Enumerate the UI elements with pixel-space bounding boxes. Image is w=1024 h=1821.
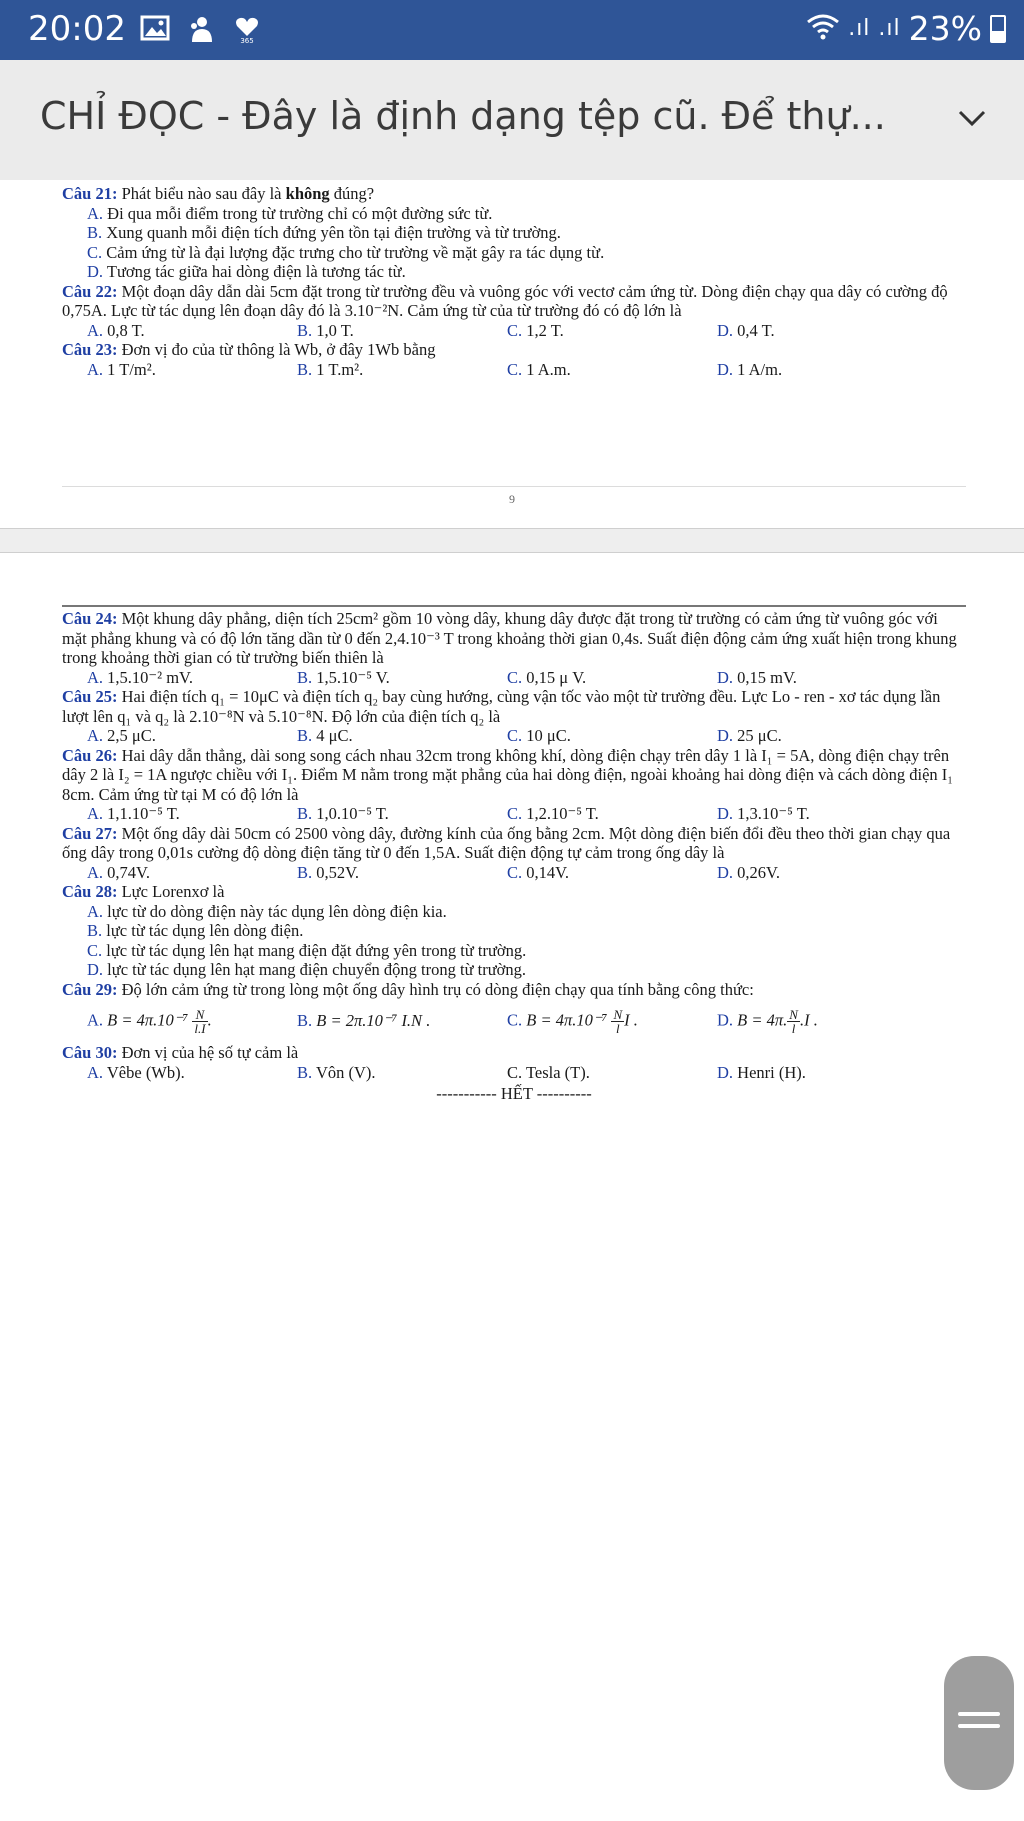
q25-option-b: B. 4 μC. — [297, 726, 353, 745]
question-24: Câu 24: Một khung dây phẳng, diện tích 25cm² gồm 10 vòng dây, khung dây được đặt trong từ trường có cảm ứng từ vuông góc với mặt phẳng khung và có độ lớn tăng dần từ 0 đến 2,4.10⁻³ T trong khoảng thời gian 0,4s. Suất điện động cảm ứng xuất hiện trong khung trong khoảng thời gian có từ trường biến thiên là — [62, 609, 957, 667]
health-365-icon — [232, 14, 264, 44]
q25-option-c: C. 10 μC. — [507, 726, 571, 745]
grip-line-bottom — [958, 1724, 1000, 1728]
q27-option-a: A. 0,74V. — [87, 862, 150, 882]
q24-option-c: C. 0,15 μ V. — [507, 667, 587, 687]
question-22: Câu 22: Một đoạn dây dẫn dài 5cm đặt trong từ trường đều và vuông góc với vectơ cảm ứng từ. Dòng điện chạy qua dây có cường độ 0,75A. Lực từ tác dụng lên đoạn dây đó là 3.10⁻²N. Cảm ứng từ của từ trường đó có độ lớn là — [62, 281, 948, 320]
q22-option-c: C. 1,2 T. — [507, 320, 564, 340]
document-page-10 — [0, 552, 1024, 1821]
gallery-icon — [140, 14, 172, 44]
q22-option-a: A. 0,8 T. — [87, 320, 145, 340]
q30-option-b: B. Vôn (V). — [297, 1062, 376, 1082]
read-only-banner[interactable] — [0, 60, 1024, 180]
q25-options — [87, 726, 966, 746]
svg-text:365: 365 — [240, 37, 254, 44]
q27-option-d: D. 0,26V. — [717, 862, 780, 882]
q25-option-d: D. 25 μC. — [717, 726, 782, 745]
q22-option-d: D. 0,4 T. — [717, 320, 775, 340]
q21-option-c: C. Cảm ứng từ là đại lượng đặc trưng cho từ trường về mặt gây ra tác dụng từ. — [87, 242, 605, 262]
q27-options — [87, 863, 966, 883]
q26-option-a: A. 1,1.10⁻⁵ T. — [87, 804, 180, 823]
q30-option-c: C. Tesla (T). — [507, 1062, 590, 1082]
question-27: Câu 27: Một ống dây dài 50cm có 2500 vòng dây, đường kính của ống bằng 2cm. Một dòng điện biến đổi đều theo thời gian chạy qua ống dây trong 0,01s cường độ dòng điện tăng từ 0 đến 1,5A. Suất điện động tự cảm trong ống dây là — [62, 823, 951, 862]
q28-option-a: A. lực từ do dòng điện này tác dụng lên dòng điện kia. — [87, 901, 447, 921]
q23-options — [87, 360, 966, 380]
q21-option-d: D. Tương tác giữa hai dòng điện là tương tác từ. — [87, 262, 406, 281]
q27-option-c: C. 0,14V. — [507, 862, 570, 882]
fraction: $\frac{N}{l.I}$ — [194, 1006, 206, 1036]
fast-scroll-handle[interactable] — [944, 1656, 1014, 1790]
q29-option-a: A. B = 4π.10⁻⁷ $\frac{N}{l.I}$ . — [87, 1006, 212, 1036]
battery-icon — [990, 15, 1006, 43]
q24-option-a: A. 1,5.10⁻² mV. — [87, 667, 193, 687]
q24-option-d: D. 0,15 mV. — [717, 667, 797, 687]
end-marker: ----------- HẾT ---------- — [436, 1084, 592, 1103]
q27-option-b: B. 0,52V. — [297, 862, 360, 882]
grip-line-top — [958, 1712, 1000, 1716]
fraction: $\frac{N}{l}$ — [613, 1006, 623, 1036]
clock: 20:02 — [28, 9, 126, 49]
signal-sim2-icon: .ıl — [878, 16, 901, 41]
page-number: 9 — [509, 492, 515, 506]
header-divider — [62, 605, 966, 607]
q24-option-b: B. 1,5.10⁻⁵ V. — [297, 667, 390, 687]
q24-options — [87, 668, 966, 688]
question-30: Câu 30: Đơn vị của hệ số tự cảm là — [62, 1043, 299, 1062]
q22-options — [87, 321, 966, 341]
q23-option-a: A. 1 T/m². — [87, 359, 156, 379]
signal-sim1-icon: .ıl — [848, 16, 871, 41]
q23-option-c: C. 1 A.m. — [507, 359, 571, 379]
q29-options — [87, 999, 966, 1043]
q22-option-b: B. 1,0 T. — [297, 320, 354, 340]
q29-option-c: C. B = 4π.10⁻⁷ $\frac{N}{l}$ I . — [507, 1006, 638, 1036]
q26-option-c: C. 1,2.10⁻⁵ T. — [507, 804, 599, 823]
document-page-9 — [0, 180, 1024, 529]
q21-option-b: B. Xung quanh mỗi điện tích đứng yên tồn tại điện trường và từ trường. — [87, 223, 561, 242]
footer-divider — [62, 486, 966, 487]
fraction: $\frac{N}{l}$ — [789, 1006, 798, 1036]
question-29: Câu 29: Độ lớn cảm ứng từ trong lòng một ống dây hình trụ có dòng điện chạy qua tính bằng công thức: — [62, 979, 754, 999]
question-21: Câu 21: Phát biểu nào sau đây là không đúng? — [62, 184, 375, 203]
question-25: Câu 25: Hai điện tích q₁ = 10μC và điện tích q₂ bay cùng hướng, cùng vận tốc vào một từ trường đều. Lực Lo - ren - xơ tác dụng lần lượt lên q₁ và q₂ là 2.10⁻⁸N và 5.10⁻⁸N. Độ lớn của điện tích q₂ là — [62, 687, 941, 726]
q23-option-d: D. 1 A/m. — [717, 359, 783, 379]
question-26: Câu 26: Hai dây dẫn thẳng, dài song song cách nhau 32cm trong không khí, dòng điện chạy trên dây 1 là I₁ = 5A, dòng điện chạy trên dây 2 là I₂ = 1A ngược chiều với I₁. Điểm M nằm trong mặt phẳng của hai dòng điện, ngoài khoảng hai dòng điện và cách dòng điện I₁ 8cm. Cảm ứng từ tại M có độ lớn là — [62, 745, 954, 804]
question-23: Câu 23: Đơn vị đo của từ thông là Wb, ở đây 1Wb bằng — [62, 340, 436, 359]
chevron-down-icon[interactable] — [952, 104, 992, 134]
question-28: Câu 28: Lực Lorenxơ là — [62, 882, 225, 901]
q26-option-d: D. 1,3.10⁻⁵ T. — [717, 804, 810, 823]
q26-option-b: B. 1,0.10⁻⁵ T. — [297, 804, 389, 823]
q30-option-d: D. Henri (H). — [717, 1062, 806, 1082]
page-9-content — [62, 184, 966, 379]
q28-option-c: C. lực từ tác dụng lên hạt mang điện đặt đứng yên trong từ trường. — [87, 940, 527, 960]
q28-option-d: D. lực từ tác dụng lên hạt mang điện chuyển động trong từ trường. — [87, 960, 527, 979]
q30-option-a: A. Vêbe (Wb). — [87, 1062, 185, 1082]
q29-option-b: B. B = 2π.10⁻⁷ I.N . — [297, 1011, 431, 1031]
read-only-message: CHỈ ĐỌC - Đây là định dạng tệp cũ. Để thự... — [40, 94, 886, 138]
battery-percent: 23% — [908, 9, 982, 48]
q26-options — [87, 804, 966, 824]
q29-option-d: D. B = 4π. $\frac{N}{l}$ .I . — [717, 1006, 818, 1036]
q23-option-b: B. 1 T.m². — [297, 359, 364, 379]
q25-option-a: A. 2,5 μC. — [87, 726, 156, 745]
q21-option-a: A. Đi qua mỗi điểm trong từ trường chỉ có một đường sức từ. — [87, 203, 493, 223]
page-10-content — [62, 609, 966, 1120]
status-bar — [0, 0, 1024, 60]
app-notification-icon — [186, 14, 218, 44]
q28-option-b: B. lực từ tác dụng lên dòng điện. — [87, 921, 304, 940]
wifi-icon — [806, 9, 840, 48]
q30-options — [87, 1063, 966, 1083]
